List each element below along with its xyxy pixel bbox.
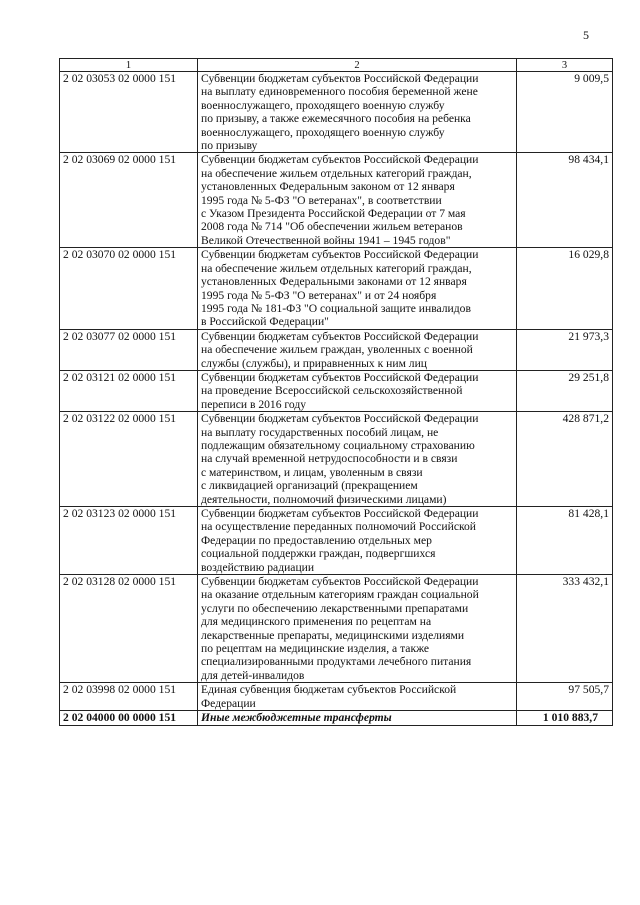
budget-code: 2 02 04000 00 0000 151: [60, 711, 198, 725]
budget-code: 2 02 03069 02 0000 151: [60, 153, 198, 248]
budget-code: 2 02 03998 02 0000 151: [60, 683, 198, 711]
description-line: Единая субвенция бюджетам субъектов Российской: [201, 683, 457, 697]
column-header-2: 2: [198, 59, 517, 72]
description-line: лекарственные препараты, медицинскими изделиями: [201, 628, 465, 642]
table-row: [60, 575, 613, 683]
description-line: услуги по обеспечению лекарственными препаратами: [201, 601, 469, 615]
table-row: [60, 507, 613, 575]
description-line: военнослужащего, проходящего военную службу: [201, 125, 445, 139]
table-row: [60, 153, 613, 248]
amount: 81 428,1: [517, 507, 613, 575]
description-line: социальной поддержки граждан, подвергшихся: [201, 547, 436, 561]
budget-code: 2 02 03070 02 0000 151: [60, 248, 198, 329]
column-header-3: 3: [517, 59, 613, 72]
revenue-description: [198, 683, 517, 711]
budget-table: [59, 58, 613, 726]
amount: 9 009,5: [517, 72, 613, 153]
revenue-description: [198, 370, 517, 411]
description-line: 2008 года № 714 "Об обеспечении жильем ветеранов: [201, 220, 463, 234]
table-row: [60, 412, 613, 507]
table-row: [60, 248, 613, 329]
description-line: по рецептам на медицинские изделия, а также: [201, 642, 430, 656]
budget-code: 2 02 03121 02 0000 151: [60, 370, 198, 411]
description-line: Субвенции бюджетам субъектов Российской Федерации: [201, 575, 479, 589]
description-line: на выплату единовременного пособия беременной жене: [201, 85, 478, 99]
description-line: Субвенции бюджетам субъектов Российской Федерации: [201, 370, 479, 384]
budget-code: 2 02 03122 02 0000 151: [60, 412, 198, 507]
description-line: Федерации: [201, 696, 256, 710]
description-line: установленных Федеральным законом от 12 января: [201, 180, 455, 194]
description-line: на обеспечение жильем отдельных категорий граждан,: [201, 261, 472, 275]
description-line: по призыву, а также ежемесячного пособия на ребенка: [201, 112, 471, 126]
description-line: на случай временной нетрудоспособности и в связи: [201, 452, 458, 466]
description-line: Субвенции бюджетам субъектов Российской Федерации: [201, 412, 479, 426]
budget-code: 2 02 03123 02 0000 151: [60, 507, 198, 575]
amount: 1 010 883,7: [517, 711, 613, 725]
description-line: Субвенции бюджетам субъектов Российской Федерации: [201, 72, 479, 85]
description-line: по призыву: [201, 139, 258, 153]
description-line: Иные межбюджетные трансферты: [201, 711, 392, 725]
description-line: Великой Отечественной войны 1941 – 1945 годов": [201, 233, 451, 247]
amount: 21 973,3: [517, 329, 613, 370]
description-line: переписи в 2016 году: [201, 397, 307, 411]
description-line: 1995 года № 5-ФЗ "О ветеранах" и от 24 ноября: [201, 288, 437, 302]
table-row: [60, 329, 613, 370]
description-line: для медицинского применения по рецептам на: [201, 615, 432, 629]
description-line: 1995 года № 5-ФЗ "О ветеранах", в соответствии: [201, 193, 442, 207]
description-line: с материнством, и лицам, уволенным в связи: [201, 465, 423, 479]
description-line: установленных Федеральными законами от 12 января: [201, 275, 467, 289]
budget-code: 2 02 03077 02 0000 151: [60, 329, 198, 370]
amount: 428 871,2: [517, 412, 613, 507]
description-line: на выплату государственных пособий лицам, не: [201, 425, 439, 439]
description-line: 1995 года № 181-ФЗ "О социальной защите инвалидов: [201, 301, 471, 315]
budget-code: 2 02 03128 02 0000 151: [60, 575, 198, 683]
revenue-description: [198, 329, 517, 370]
description-line: специализированными продуктами лечебного питания: [201, 655, 472, 669]
description-line: с ликвидацией организаций (прекращением: [201, 479, 418, 493]
table-header: [60, 59, 613, 72]
description-line: Федерации по предоставлению отдельных мер: [201, 533, 432, 547]
description-line: на обеспечение жильем граждан, уволенных с военной: [201, 343, 473, 357]
description-line: для детей-инвалидов: [201, 668, 305, 682]
revenue-description: [198, 248, 517, 329]
page-number: 5: [583, 28, 589, 42]
revenue-description: [198, 72, 517, 153]
description-line: воздействию радиации: [201, 560, 315, 574]
table-row: [60, 370, 613, 411]
description-line: Субвенции бюджетам субъектов Российской Федерации: [201, 507, 479, 520]
description-line: на осуществление переданных полномочий Российской: [201, 520, 477, 534]
budget-code: 2 02 03053 02 0000 151: [60, 72, 198, 153]
description-line: Субвенции бюджетам субъектов Российской Федерации: [201, 248, 479, 262]
revenue-description: [198, 575, 517, 683]
description-line: деятельности, полномочий физическими лицами): [201, 492, 447, 506]
description-line: военнослужащего, проходящего военную службу: [201, 98, 445, 112]
revenue-description: [198, 711, 517, 725]
table-row: [60, 683, 613, 711]
table-row: [60, 72, 613, 153]
amount: 16 029,8: [517, 248, 613, 329]
description-line: на оказание отдельным категориям граждан социальной: [201, 588, 479, 602]
amount: 97 505,7: [517, 683, 613, 711]
amount: 98 434,1: [517, 153, 613, 248]
revenue-description: [198, 412, 517, 507]
table-body: [60, 72, 613, 726]
amount: 333 432,1: [517, 575, 613, 683]
description-line: с Указом Президента Российской Федерации от 7 мая: [201, 207, 466, 221]
description-line: подлежащим обязательному социальному страхованию: [201, 438, 475, 452]
amount: 29 251,8: [517, 370, 613, 411]
description-line: Субвенции бюджетам субъектов Российской Федерации: [201, 153, 479, 167]
description-line: на проведение Всероссийской сельскохозяйственной: [201, 384, 463, 398]
description-line: на обеспечение жильем отдельных категорий граждан,: [201, 166, 472, 180]
revenue-description: [198, 507, 517, 575]
revenue-description: [198, 153, 517, 248]
description-line: службы (службы), и приравненных к ним лиц: [201, 356, 427, 370]
table-total-row: [60, 711, 613, 725]
column-header-1: 1: [60, 59, 198, 72]
description-line: в Российской Федерации": [201, 315, 329, 329]
description-line: Субвенции бюджетам субъектов Российской Федерации: [201, 329, 479, 343]
